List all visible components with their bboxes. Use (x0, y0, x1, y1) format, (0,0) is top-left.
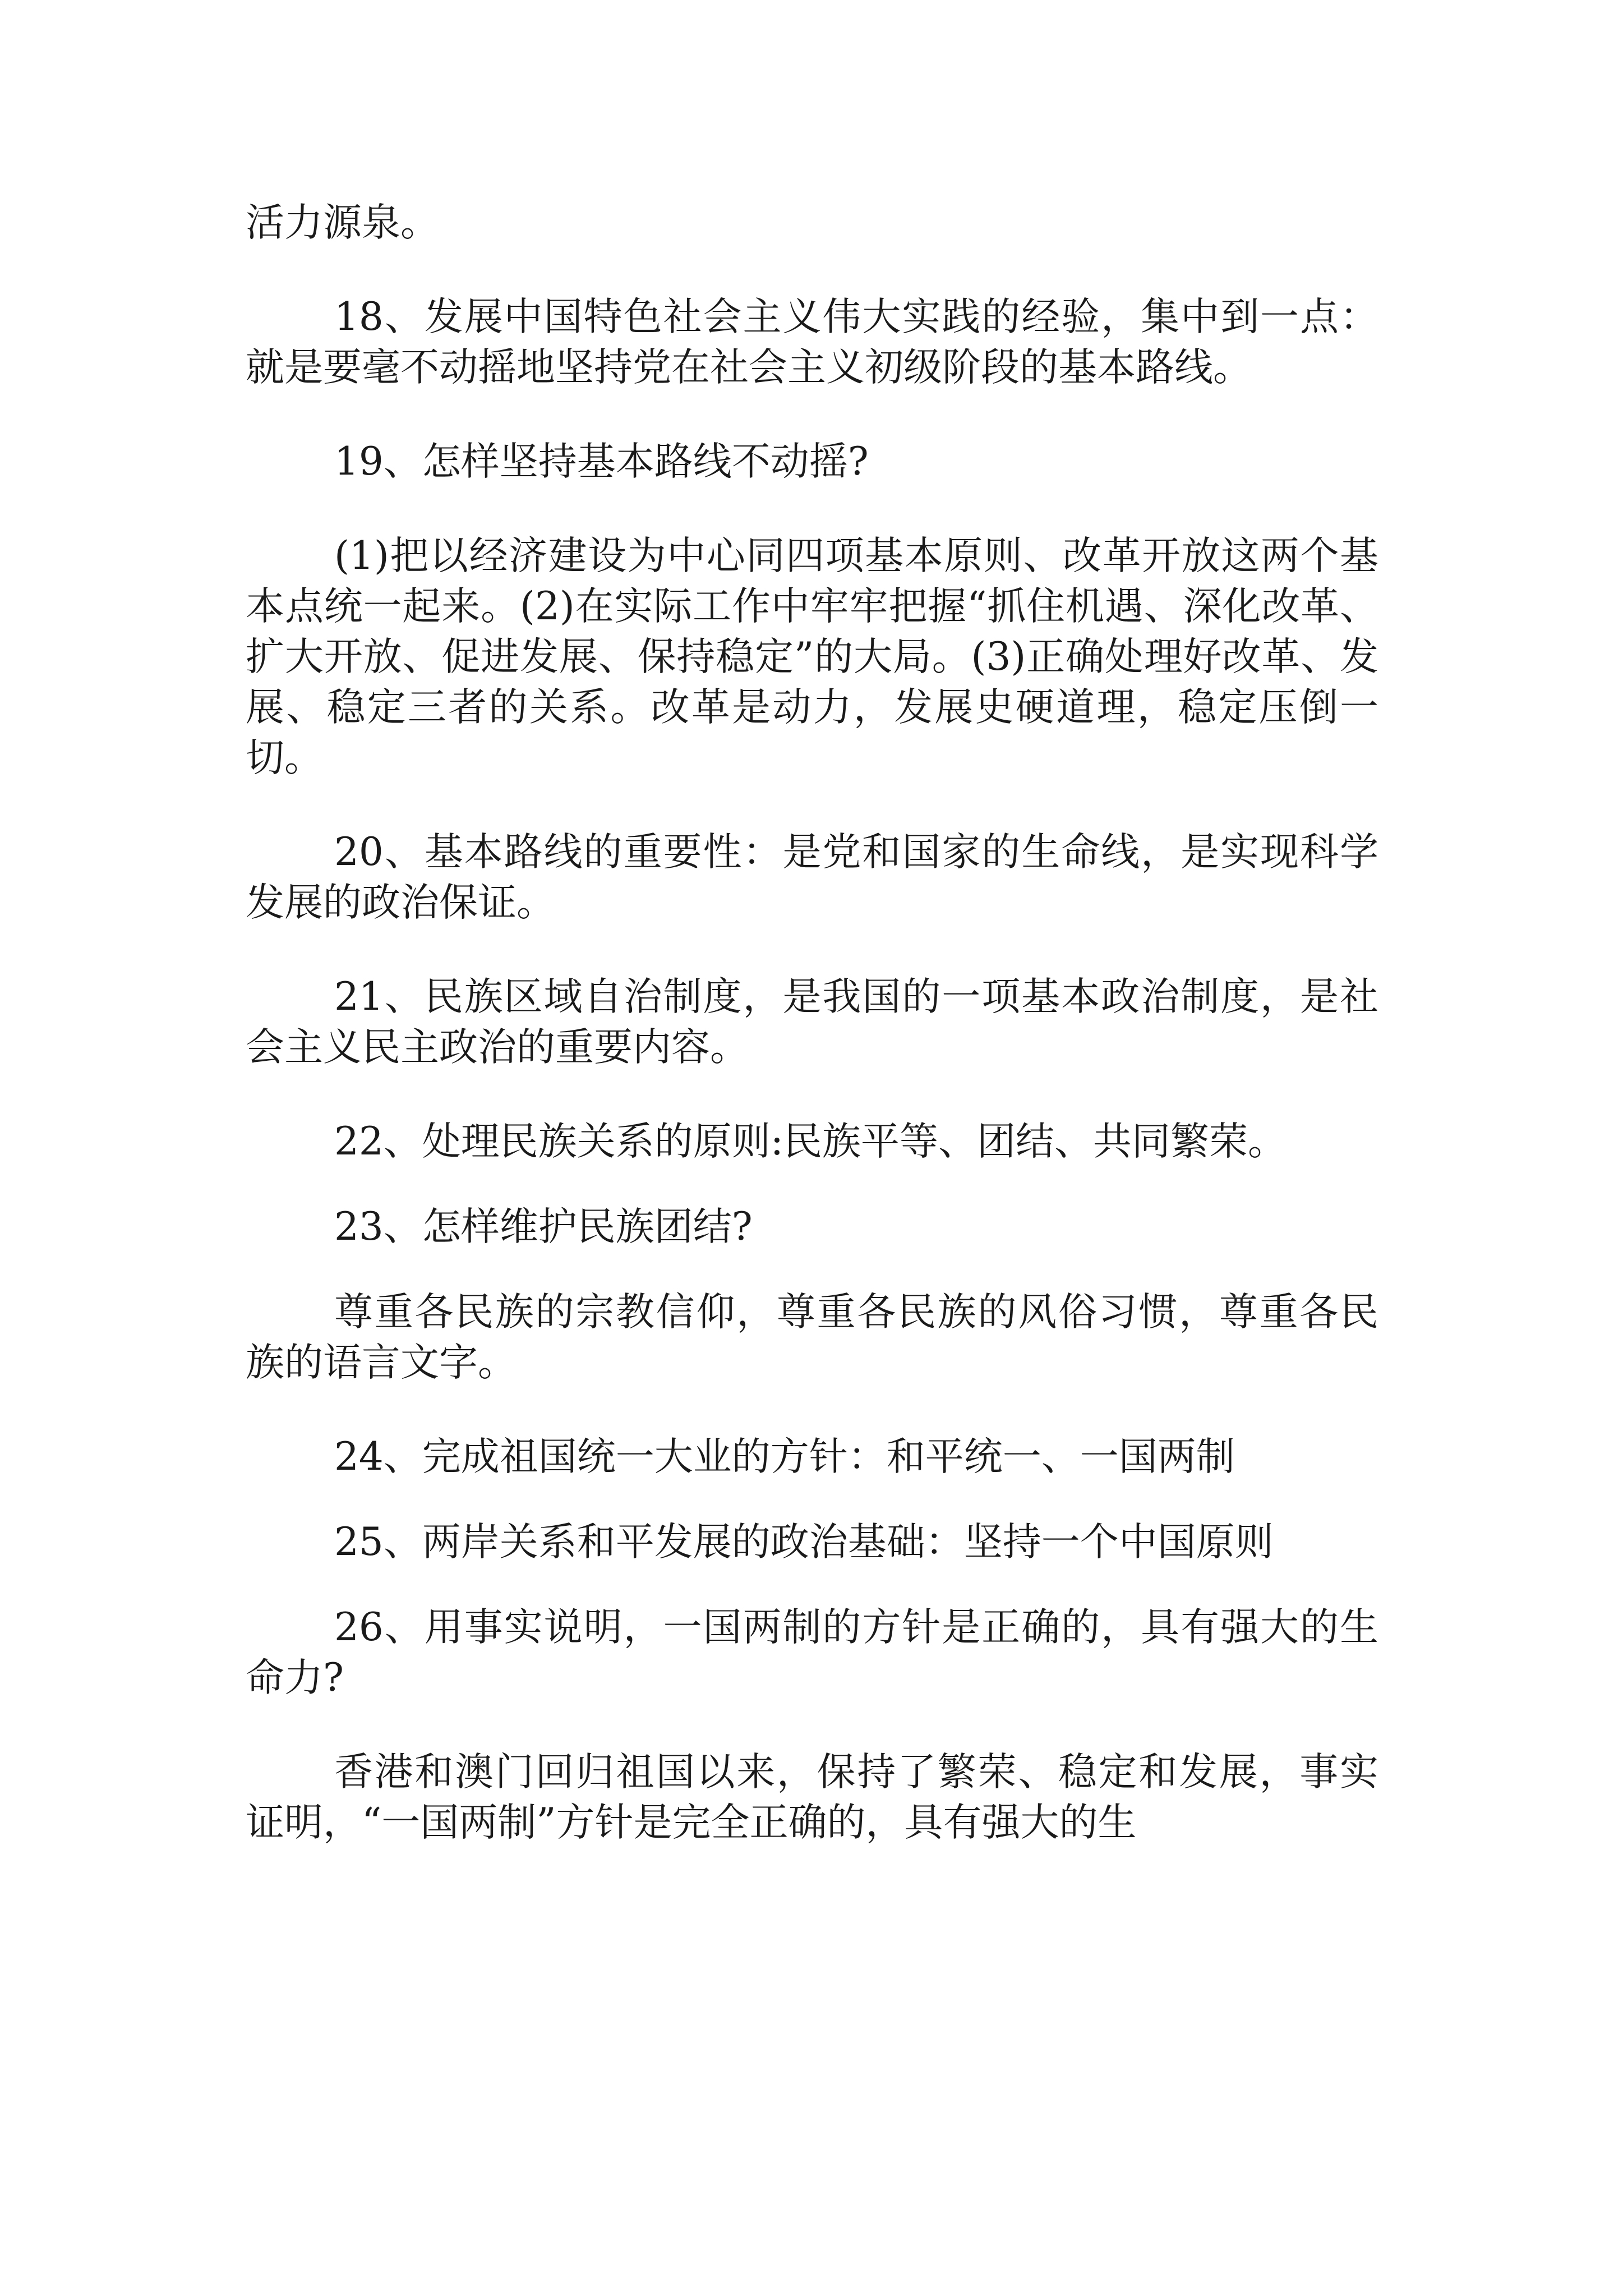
paragraph-item-26-answer: 香港和澳门回归祖国以来，保持了繁荣、稳定和发展，事实证明，“一国两制”方针是完全正确的，具有强大的生 (246, 1750, 1378, 1845)
paragraph-item-19: 19、怎样坚持基本路线不动摇? (334, 439, 869, 484)
paragraph-1: 活力源泉。 (246, 200, 439, 245)
paragraph-item-23-answer: 尊重各民族的宗教信仰，尊重各民族的风俗习惯，尊重各民族的语言文字。 (246, 1290, 1378, 1385)
paragraph-item-26: 26、用事实说明，一国两制的方针是正确的，具有强大的生命力? (246, 1605, 1378, 1700)
document-body (246, 197, 1378, 1892)
paragraph-item-23: 23、怎样维护民族团结? (334, 1204, 753, 1249)
paragraph-item-24: 24、完成祖国统一大业的方针：和平统一、一国两制 (334, 1434, 1235, 1479)
paragraph-item-21: 21、民族区域自治制度，是我国的一项基本政治制度，是社会主义民主政治的重要内容。 (246, 974, 1378, 1070)
paragraph-item-22: 22、处理民族关系的原则:民族平等、团结、共同繁荣。 (334, 1119, 1287, 1164)
paragraph-item-18: 18、发展中国特色社会主义伟大实践的经验，集中到一点：就是要毫不动摇地坚持党在社会主义初级阶段的基本路线。 (246, 295, 1378, 390)
paragraph-item-19-answer: (1)把以经济建设为中心同四项基本原则、改革开放这两个基本点统一起来。(2)在实际工作中牢牢把握“抓住机遇、深化改革、扩大开放、促进发展、保持稳定”的大局。(3)正确处理好改革、发展、稳定三者的关系。改革是动力，发展史硬道理，稳定压倒一切。 (246, 533, 1378, 780)
paragraph-item-25: 25、两岸关系和平发展的政治基础：坚持一个中国原则 (334, 1520, 1274, 1565)
paragraph-item-20: 20、基本路线的重要性：是党和国家的生命线，是实现科学发展的政治保证。 (246, 830, 1378, 925)
